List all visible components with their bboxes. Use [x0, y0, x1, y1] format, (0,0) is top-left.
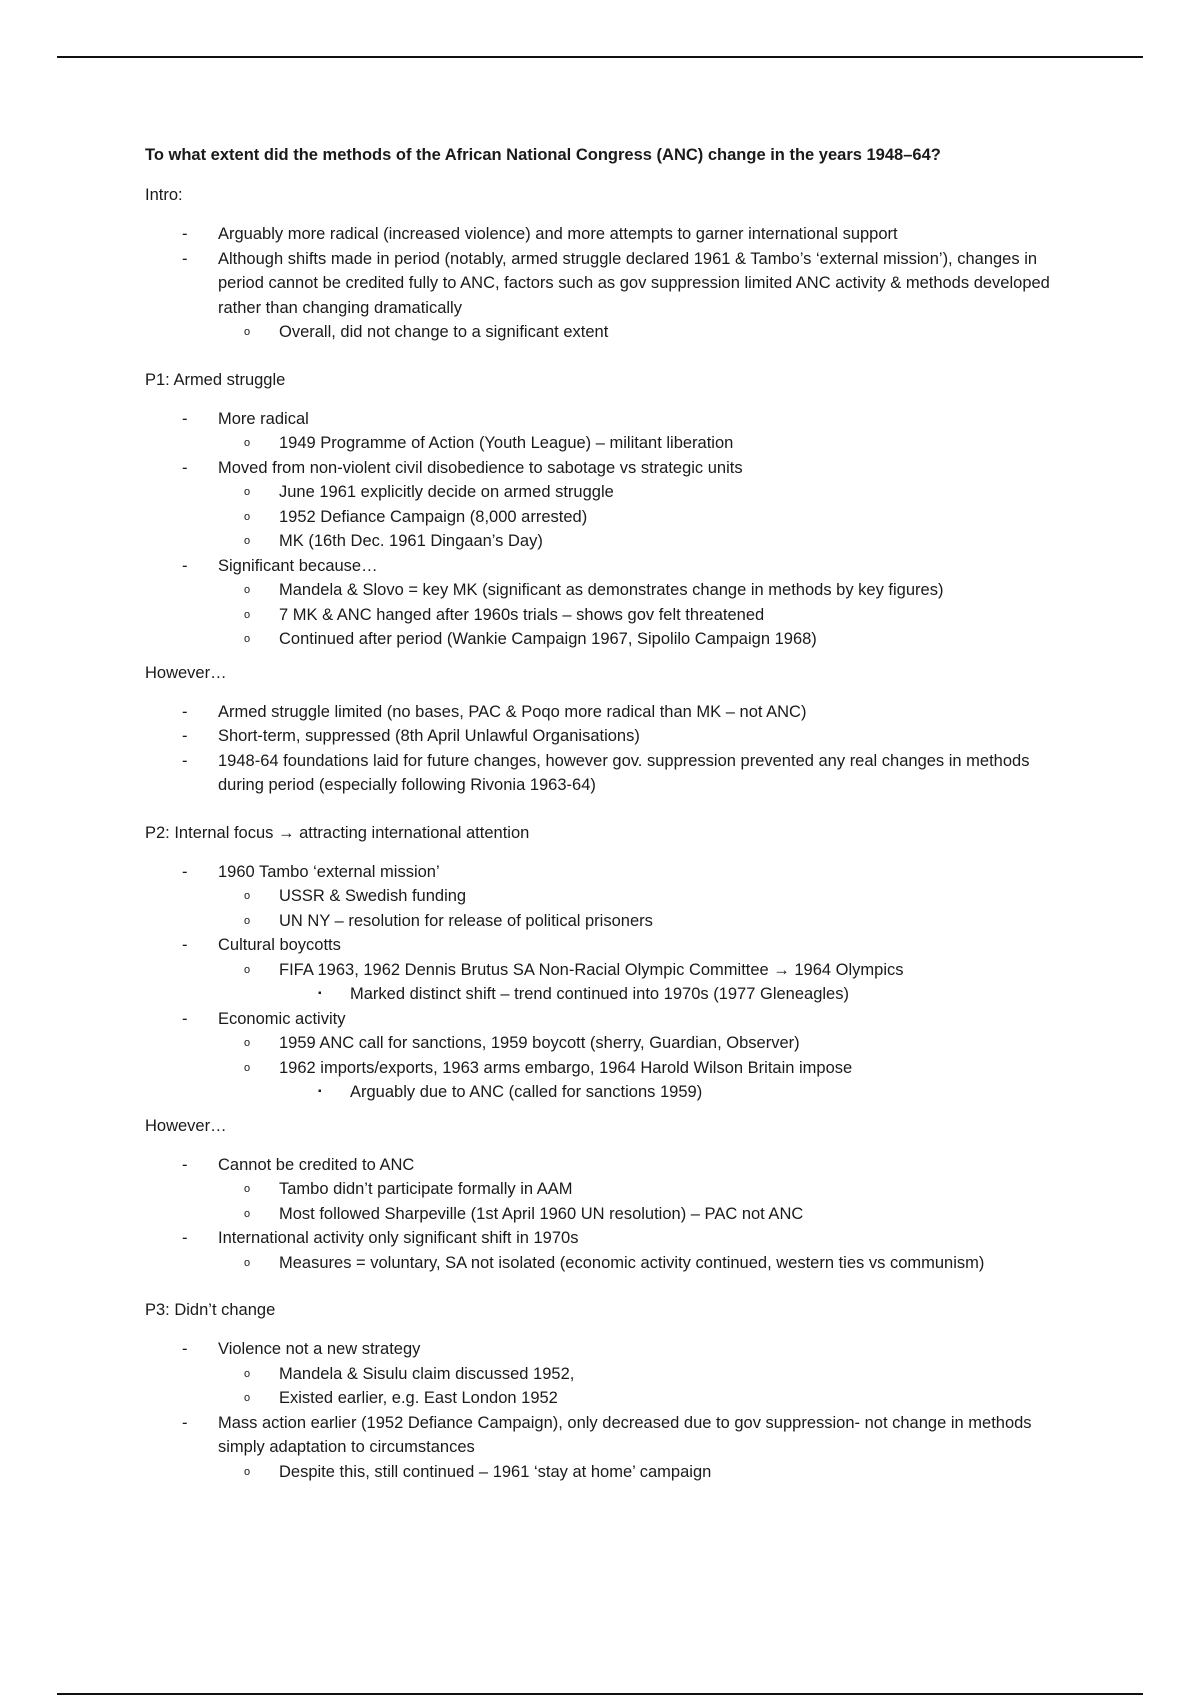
- list-item-text: Cannot be credited to ANC: [218, 1155, 415, 1174]
- circle-bullet-icon: o: [244, 1392, 251, 1404]
- list-item: [145, 884, 1075, 909]
- list-item: [145, 456, 1075, 481]
- list-item-text: Most followed Sharpeville (1st April 1960 UN resolution) – PAC not ANC: [279, 1204, 804, 1223]
- list-item-text: 1949 Programme of Action (Youth League) – militant liberation: [279, 434, 734, 452]
- dash-bullet-icon: -: [182, 249, 188, 268]
- circle-bullet-icon: o: [244, 584, 251, 596]
- list-item-text: UN NY – resolution for release of political prisoners: [279, 911, 653, 930]
- list-item-text: MK (16th Dec. 1961 Dingaan’s Day): [279, 532, 543, 550]
- dash-bullet-icon: -: [182, 225, 188, 243]
- list-item: [145, 1226, 1075, 1251]
- list-item: [145, 1153, 1075, 1178]
- section-heading: P2: Internal focus → attracting international attention: [145, 823, 530, 842]
- dash-bullet-icon: -: [182, 556, 188, 575]
- dash-bullet-icon: -: [182, 1413, 188, 1432]
- dash-bullet-icon: -: [182, 1155, 188, 1174]
- nested-list-wrapper: [145, 1460, 1075, 1485]
- list-item-text: Measures = voluntary, SA not isolated (economic activity continued, western ties vs communism): [279, 1253, 985, 1272]
- list-item-text: Significant because…: [218, 556, 378, 575]
- list-item-text: 7 MK & ANC hanged after 1960s trials – shows gov felt threatened: [279, 605, 765, 624]
- section-heading: P3: Didn’t change: [145, 1301, 276, 1319]
- list-item-text: Mandela & Sisulu claim discussed 1952,: [279, 1364, 575, 1383]
- bullet-list-level-2: [145, 1460, 1075, 1485]
- list-item-text: Although shifts made in period (notably, armed struggle declared 1961 & Tambo’s ‘external mission’), changes in period cannot be credited fully to ANC, factors such as gov suppression limited ANC activity & methods developed rather than changing dramatically: [218, 249, 1050, 317]
- nested-list-wrapper: [145, 1080, 1075, 1105]
- nested-list-wrapper: [145, 1177, 1075, 1226]
- list-item: [145, 1337, 1075, 1362]
- circle-bullet-icon: o: [244, 890, 251, 902]
- list-item: [145, 1362, 1075, 1387]
- top-border-line: [57, 56, 1143, 58]
- bullet-list-level-3: [145, 1080, 1075, 1105]
- bullet-list-level-2: [145, 320, 1075, 345]
- list-item-text: FIFA 1963, 1962 Dennis Brutus SA Non-Racial Olympic Committee → 1964 Olympics: [279, 960, 904, 979]
- circle-bullet-icon: o: [244, 1465, 251, 1478]
- list-item-text: 1962 imports/exports, 1963 arms embargo, 1964 Harold Wilson Britain impose: [279, 1058, 853, 1077]
- list-item-text: Arguably due to ANC (called for sanctions 1959): [350, 1083, 703, 1101]
- list-item: [145, 529, 1075, 554]
- nested-list-wrapper: [145, 982, 1075, 1007]
- bullet-list-level-3: [145, 982, 1075, 1007]
- list-item: [145, 1031, 1075, 1056]
- bullet-list-level-2: [145, 884, 1075, 933]
- nested-list-wrapper: [145, 431, 1075, 456]
- list-item-text: Cultural boycotts: [218, 936, 341, 954]
- list-item: [145, 724, 1075, 749]
- list-item-text: Existed earlier, e.g. East London 1952: [279, 1389, 558, 1407]
- list-item: [145, 1080, 1075, 1105]
- circle-bullet-icon: o: [244, 633, 251, 645]
- list-item: [145, 1460, 1075, 1485]
- list-item-text: Marked distinct shift – trend continued into 1970s (1977 Gleneagles): [350, 985, 849, 1003]
- list-item-text: More radical: [218, 409, 309, 428]
- list-item-text: Armed struggle limited (no bases, PAC & Poqo more radical than MK – not ANC): [218, 702, 807, 721]
- list-item-text: Mass action earlier (1952 Defiance Campaign), only decreased due to gov suppression- not change in methods simply adaptation to circumstances: [218, 1413, 1032, 1456]
- section-heading: Intro:: [145, 186, 183, 204]
- list-item-text: 1960 Tambo ‘external mission’: [218, 862, 440, 881]
- list-item: [145, 1007, 1075, 1032]
- list-item: [145, 431, 1075, 456]
- list-item: [145, 933, 1075, 958]
- sections-container: [145, 184, 1075, 1484]
- circle-bullet-icon: o: [244, 535, 251, 547]
- circle-bullet-icon: o: [244, 914, 251, 927]
- nested-list-wrapper: [145, 480, 1075, 554]
- nested-list-wrapper: [145, 1362, 1075, 1411]
- circle-bullet-icon: o: [244, 1367, 251, 1380]
- section-heading: P1: Armed struggle: [145, 370, 286, 389]
- document-body: [145, 144, 1075, 1494]
- list-item: [145, 1251, 1075, 1276]
- bullet-list-level-2: [145, 1031, 1075, 1105]
- nested-list-wrapper: [145, 884, 1075, 933]
- however-label: However…: [145, 1116, 227, 1135]
- bullet-list-level-1: [145, 700, 1075, 798]
- circle-bullet-icon: o: [244, 1061, 251, 1074]
- bullet-list-level-1: [145, 222, 1075, 345]
- circle-bullet-icon: o: [244, 1183, 251, 1195]
- list-item-text: 1948-64 foundations laid for future changes, however gov. suppression prevented any real changes in methods during period (especially following Rivonia 1963-64): [218, 751, 1030, 794]
- bullet-list-level-2: [145, 1251, 1075, 1276]
- list-item-text: Violence not a new strategy: [218, 1340, 421, 1358]
- list-item-text: Short-term, suppressed (8th April Unlawful Organisations): [218, 727, 640, 745]
- bullet-list-level-1: [145, 407, 1075, 652]
- list-item: [145, 320, 1075, 345]
- list-item: [145, 860, 1075, 885]
- list-item: [145, 700, 1075, 725]
- list-item: [145, 1177, 1075, 1202]
- bottom-border-line: [57, 1693, 1143, 1695]
- list-item: [145, 578, 1075, 603]
- list-item: [145, 222, 1075, 247]
- nested-list-wrapper: [145, 1251, 1075, 1276]
- list-item: [145, 1202, 1075, 1227]
- list-item-text: Arguably more radical (increased violence) and more attempts to garner international support: [218, 225, 898, 243]
- circle-bullet-icon: o: [244, 1037, 251, 1049]
- list-item: [145, 247, 1075, 321]
- list-item-text: Despite this, still continued – 1961 ‘stay at home’ campaign: [279, 1462, 712, 1481]
- bullet-list-level-2: [145, 1177, 1075, 1226]
- list-item: [145, 505, 1075, 530]
- list-item: [145, 1386, 1075, 1411]
- list-item-text: USSR & Swedish funding: [279, 887, 467, 905]
- bullet-list-level-1: [145, 860, 1075, 1105]
- list-item-text: 1952 Defiance Campaign (8,000 arrested): [279, 507, 588, 526]
- circle-bullet-icon: o: [244, 326, 251, 338]
- dash-bullet-icon: -: [182, 1340, 188, 1358]
- dash-bullet-icon: -: [182, 862, 188, 881]
- bullet-list-level-2: [145, 431, 1075, 456]
- list-item-text: Tambo didn’t participate formally in AAM: [279, 1180, 573, 1198]
- circle-bullet-icon: o: [244, 437, 251, 449]
- list-item-text: International activity only significant shift in 1970s: [218, 1229, 579, 1247]
- list-item-text: Overall, did not change to a significant extent: [279, 323, 609, 341]
- list-item: [145, 749, 1075, 798]
- dash-bullet-icon: -: [182, 751, 188, 770]
- list-item: [145, 909, 1075, 934]
- square-bullet-icon: ▪: [318, 1086, 322, 1097]
- essay-title: To what extent did the methods of the African National Congress (ANC) change in the years 1948–64?: [145, 146, 941, 164]
- list-item-text: Economic activity: [218, 1009, 346, 1028]
- square-bullet-icon: ▪: [318, 988, 322, 999]
- bullet-list-level-1: [145, 1153, 1075, 1276]
- list-item: [145, 1056, 1075, 1081]
- list-item: [145, 603, 1075, 628]
- nested-list-wrapper: [145, 1031, 1075, 1105]
- list-item: [145, 627, 1075, 652]
- circle-bullet-icon: o: [244, 608, 251, 621]
- list-item-text: Continued after period (Wankie Campaign 1967, Sipolilo Campaign 1968): [279, 630, 817, 648]
- circle-bullet-icon: o: [244, 486, 251, 498]
- list-item-text: Mandela & Slovo = key MK (significant as demonstrates change in methods by key figures): [279, 581, 944, 599]
- list-item: [145, 982, 1075, 1007]
- bullet-list-level-2: [145, 480, 1075, 554]
- list-item: [145, 1411, 1075, 1460]
- dash-bullet-icon: -: [182, 702, 188, 721]
- bullet-list-level-1: [145, 1337, 1075, 1484]
- list-item: [145, 407, 1075, 432]
- dash-bullet-icon: -: [182, 409, 188, 428]
- circle-bullet-icon: o: [244, 1207, 251, 1220]
- bullet-list-level-2: [145, 578, 1075, 652]
- however-label: However…: [145, 663, 227, 682]
- dash-bullet-icon: -: [182, 458, 188, 477]
- bullet-list-level-2: [145, 1362, 1075, 1411]
- dash-bullet-icon: -: [182, 936, 188, 954]
- dash-bullet-icon: -: [182, 1229, 188, 1247]
- list-item-text: 1959 ANC call for sanctions, 1959 boycott (sherry, Guardian, Observer): [279, 1034, 800, 1052]
- list-item-text: Moved from non-violent civil disobedience to sabotage vs strategic units: [218, 458, 743, 477]
- list-item: [145, 958, 1075, 983]
- list-item: [145, 480, 1075, 505]
- circle-bullet-icon: o: [244, 1256, 251, 1269]
- bullet-list-level-2: [145, 958, 1075, 1007]
- circle-bullet-icon: o: [244, 963, 251, 976]
- list-item-text: June 1961 explicitly decide on armed struggle: [279, 483, 614, 501]
- nested-list-wrapper: [145, 578, 1075, 652]
- dash-bullet-icon: -: [182, 1009, 188, 1028]
- nested-list-wrapper: [145, 958, 1075, 1007]
- circle-bullet-icon: o: [244, 510, 251, 523]
- nested-list-wrapper: [145, 320, 1075, 345]
- dash-bullet-icon: -: [182, 727, 188, 745]
- list-item: [145, 554, 1075, 579]
